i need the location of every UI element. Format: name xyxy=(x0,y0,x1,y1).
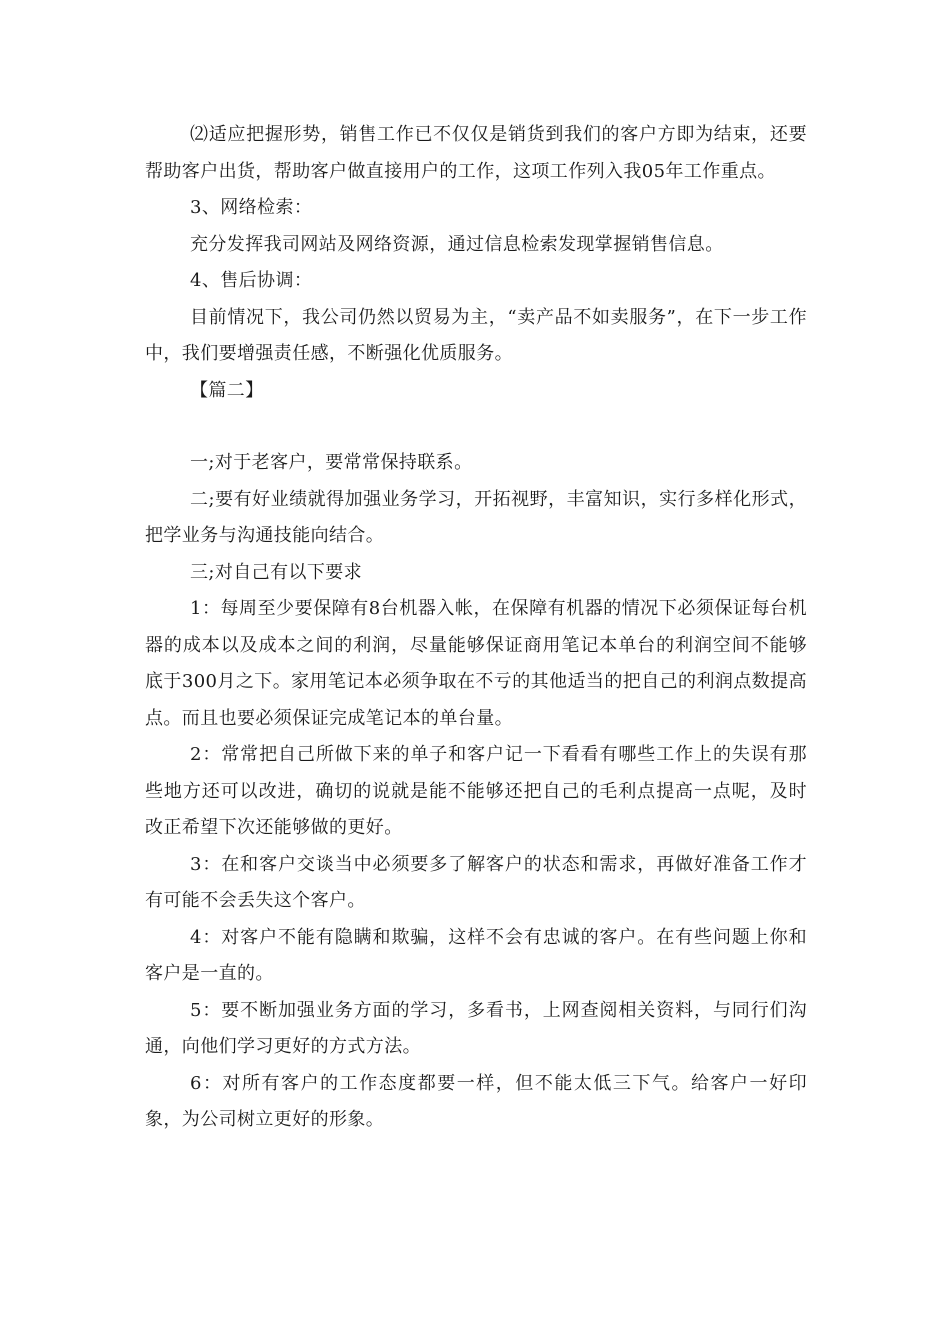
section-title-part-two: 【篇二】 xyxy=(190,379,264,401)
heading-self-requirements: 三;对自己有以下要求 xyxy=(190,561,363,583)
paragraph-business-study: 二;要有好业绩就得加强业务学习，开拓视野，丰富知识，实行多样化形式，把学业务与沟通技能向结合。 xyxy=(145,488,807,546)
list-item-requirement-2: 2：常常把自己所做下来的单子和客户记一下看看有哪些工作上的失误有那些地方还可以改进，确切的说就是能不能够还把自己的毛利点提高一点呢，及时改正希望下次还能够做的更好。 xyxy=(145,744,807,838)
paragraph-old-clients: 一;对于老客户，要常常保持联系。 xyxy=(190,452,473,473)
list-item-requirement-3: 3：在和客户交谈当中必须要多了解客户的状态和需求，再做好准备工作才有可能不会丢失这个客户。 xyxy=(145,853,807,911)
heading-after-sales: 4、售后协调： xyxy=(190,270,313,291)
paragraph-trend: ⑵适应把握形势，销售工作已不仅仅是销货到我们的客户方即为结束，还要帮助客户出货，帮助客户做直接用户的工作，这项工作列入我05年工作重点。 xyxy=(145,124,807,182)
document-body xyxy=(145,117,807,1139)
list-item-requirement-6: 6：对所有客户的工作态度都要一样，但不能太低三下气。给客户一好印象，为公司树立更好的形象。 xyxy=(145,1072,807,1130)
list-item-requirement-1: 1：每周至少要保障有8台机器入帐，在保障有机器的情况下必须保证每台机器的成本以及成本之间的利润，尽量能够保证商用笔记本单台的利润空间不能够底于300月之下。家用笔记本必须争取在不亏的其他适当的把自己的利润点数提高点。而且也要必须保证完成笔记本的单台量。 xyxy=(145,598,807,729)
paragraph-after-sales: 目前情况下，我公司仍然以贸易为主，“卖产品不如卖服务”，在下一步工作中，我们要增强责任感，不断强化优质服务。 xyxy=(145,306,807,364)
list-item-requirement-5: 5：要不断加强业务方面的学习，多看书，上网查阅相关资料，与同行们沟通，向他们学习更好的方式方法。 xyxy=(145,999,807,1057)
list-item-requirement-4: 4：对客户不能有隐瞒和欺骗，这样不会有忠诚的客户。在有些问题上你和客户是一直的。 xyxy=(145,926,807,984)
heading-network-search: 3、网络检索： xyxy=(190,197,313,218)
paragraph-network-search: 充分发挥我司网站及网络资源，通过信息检索发现掌握销售信息。 xyxy=(190,233,724,255)
section-spacer xyxy=(145,409,807,445)
